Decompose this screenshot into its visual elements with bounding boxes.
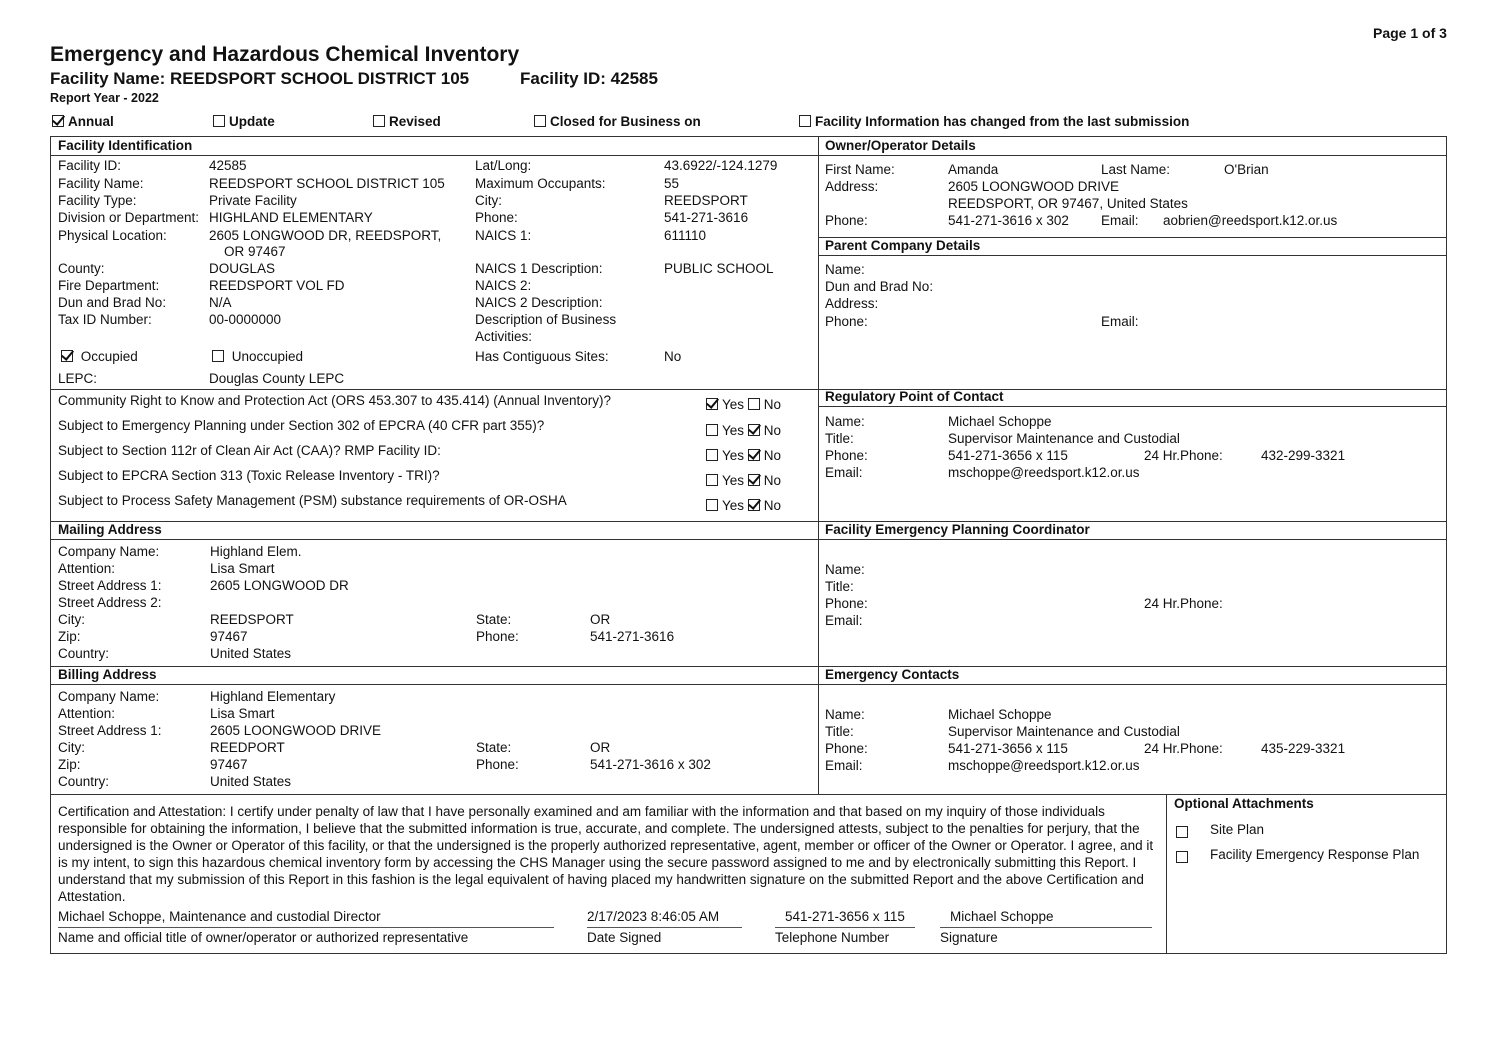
signer-name-title: Michael Schoppe, Maintenance and custodial Director: [58, 909, 381, 924]
question-text: Subject to Section 112r of Clean Air Act (CAA)? RMP Facility ID:: [58, 443, 441, 458]
unoccupied-checkbox[interactable]: [212, 350, 224, 362]
question-answer[interactable]: [706, 423, 781, 438]
underline: [940, 927, 1152, 928]
dun-value: N/A: [209, 295, 232, 310]
naics1-desc-value: PUBLIC SCHOOL: [664, 261, 774, 276]
owner-operator-header: Owner/Operator Details: [825, 138, 976, 153]
no-label: No: [763, 397, 782, 412]
annual-checkbox[interactable]: [52, 115, 64, 127]
label: Email:: [1101, 314, 1139, 329]
info-changed-checkbox[interactable]: [799, 115, 811, 127]
company-value: Highland Elem.: [210, 544, 302, 559]
certification-text: Certification and Attestation: I certify under penalty of law that I have personally examined and am familiar with the information and that based on my inquiry of those individuals responsible for obtaining the information, I believe that the submitted information is true, accurate, and complete. The undersigned attests, subject to the penalties for perjury, that the undersigned is the Owner or Operator of this facility, or that the undersigned is the properly authorized representative, agent, member or officer of the Owner or Operator. I agree, and it is my intent, to sign this hazardous chemical inventory form by accessing the CHS Manager using the secure password assigned to me and by electronically submitting this Report. I understand that my submission of this Report in this fashion is the legal equivalent of having placed my handwritten signature on the submitted Report and the above Certification and Attestation.: [58, 804, 1154, 904]
label: City:: [58, 612, 85, 627]
naics1-value: 611110: [664, 228, 707, 243]
label: LEPC:: [58, 371, 98, 386]
site-plan-label: Site Plan: [1210, 822, 1265, 837]
label: State:: [476, 612, 512, 627]
info-changed-option[interactable]: [799, 114, 1189, 129]
street1-value: 2605 LOONGWOOD DRIVE: [210, 723, 382, 738]
label: Phone:: [825, 741, 868, 756]
optional-attachments-header: Optional Attachments: [1174, 796, 1314, 811]
latlong-value: 43.6922/-124.1279: [664, 158, 778, 173]
billing-address-header: Billing Address: [58, 667, 157, 682]
column-divider: [818, 136, 819, 794]
facility-id-heading: Facility ID: 42585: [520, 69, 658, 88]
label: Phone:: [825, 314, 868, 329]
yes-checkbox[interactable]: [706, 398, 718, 410]
label: Email:: [825, 465, 863, 480]
label: Physical Location:: [58, 228, 167, 243]
label: Email:: [1101, 213, 1139, 228]
label: Phone:: [825, 448, 868, 463]
label: Country:: [58, 646, 110, 661]
divider: [50, 155, 1447, 156]
label: Title:: [825, 724, 854, 739]
attention-value: Lisa Smart: [210, 561, 275, 576]
title-value: Supervisor Maintenance and Custodial: [948, 724, 1180, 739]
email-value: aobrien@reedsport.k12.or.us: [1163, 213, 1338, 228]
yes-label: Yes: [722, 448, 745, 463]
question-answer[interactable]: [706, 397, 781, 412]
country-value: United States: [210, 646, 292, 661]
state-value: OR: [590, 740, 611, 755]
division-value: HIGHLAND ELEMENTARY: [209, 210, 373, 225]
question-text: Subject to Emergency Planning under Section 302 of EPCRA (40 CFR part 355)?: [58, 418, 545, 433]
physical-location-value: 2605 LONGWOOD DR, REEDSPORT,: [209, 228, 442, 243]
label: Phone:: [825, 213, 868, 228]
annual-label: Annual: [68, 114, 114, 129]
label: Activities:: [475, 329, 533, 344]
label: 24 Hr.Phone:: [1144, 741, 1223, 756]
label: Lat/Long:: [475, 158, 532, 173]
response-plan-checkbox[interactable]: [1176, 850, 1192, 865]
label: Name:: [825, 414, 865, 429]
date-signed-value: 2/17/2023 8:46:05 AM: [587, 909, 720, 924]
label: City:: [475, 193, 502, 208]
city-value: REEDSPORT: [664, 193, 748, 208]
underline: [775, 927, 915, 928]
label: Dun and Brad No:: [825, 279, 934, 294]
no-label: No: [763, 473, 782, 488]
update-label: Update: [229, 114, 275, 129]
occupied-option[interactable]: [61, 349, 138, 364]
occupied-label: Occupied: [80, 349, 138, 364]
label: Email:: [825, 613, 863, 628]
contiguous-value: No: [664, 349, 682, 364]
revised-checkbox[interactable]: [373, 115, 385, 127]
email-value: mschoppe@reedsport.k12.or.us: [948, 758, 1140, 773]
update-checkbox[interactable]: [213, 115, 225, 127]
label: Facility Type:: [58, 193, 137, 208]
yes-checkbox[interactable]: [706, 474, 718, 486]
label: First Name:: [825, 162, 895, 177]
yes-label: Yes: [722, 473, 745, 488]
yes-checkbox[interactable]: [706, 449, 718, 461]
no-checkbox[interactable]: [748, 449, 760, 461]
label: Title:: [825, 579, 854, 594]
name-value: Michael Schoppe: [948, 414, 1052, 429]
label: Attention:: [58, 561, 116, 576]
label: Division or Department:: [58, 210, 200, 225]
facility-name-value: REEDSPORT SCHOOL DISTRICT 105: [209, 176, 445, 191]
address-value-line2: REEDSPORT, OR 97467, United States: [948, 196, 1188, 211]
yes-label: Yes: [722, 397, 745, 412]
no-checkbox[interactable]: [748, 424, 760, 436]
phone-value: 541-271-3656 x 115: [948, 741, 1068, 756]
label: Has Contiguous Sites:: [475, 349, 609, 364]
hr24-value: 432-299-3321: [1261, 448, 1346, 463]
facility-name-heading: Facility Name: REEDSPORT SCHOOL DISTRICT 105: [50, 69, 470, 88]
zip-value: 97467: [210, 629, 248, 644]
signature-value: Michael Schoppe: [950, 909, 1054, 924]
date-caption: Date Signed: [587, 930, 662, 945]
label: Name:: [825, 562, 865, 577]
state-value: OR: [590, 612, 611, 627]
zip-value: 97467: [210, 757, 248, 772]
hr24-value: 435-229-3321: [1261, 741, 1346, 756]
label: Name:: [825, 262, 865, 277]
city-value: REEDSPORT: [210, 612, 294, 627]
underline: [58, 927, 554, 928]
question-answer[interactable]: [706, 448, 781, 463]
label: County:: [58, 261, 105, 276]
telephone-value: 541-271-3656 x 115: [785, 909, 905, 924]
email-value: mschoppe@reedsport.k12.or.us: [948, 465, 1140, 480]
label: Zip:: [58, 629, 81, 644]
closed-checkbox[interactable]: [534, 115, 546, 127]
label: 24 Hr.Phone:: [1144, 596, 1223, 611]
label: Last Name:: [1101, 162, 1171, 177]
label: Tax ID Number:: [58, 312, 152, 327]
parent-company-header: Parent Company Details: [825, 238, 981, 253]
mailing-address-header: Mailing Address: [58, 522, 162, 537]
label: City:: [58, 740, 85, 755]
label: Company Name:: [58, 689, 160, 704]
no-checkbox[interactable]: [748, 474, 760, 486]
label: Dun and Brad No:: [58, 295, 167, 310]
label: State:: [476, 740, 512, 755]
facility-id-value: 42585: [209, 158, 247, 173]
occupied-checkbox[interactable]: [61, 350, 73, 362]
label: Name:: [825, 707, 865, 722]
info-changed-label: Facility Information has changed from the last submission: [815, 114, 1190, 129]
max-occupants-value: 55: [664, 176, 680, 191]
physical-location-value-line2: OR 97467: [224, 244, 286, 259]
attachments-divider: [1166, 794, 1167, 954]
yes-label: Yes: [722, 423, 745, 438]
closed-option[interactable]: [534, 114, 701, 129]
last-name-value: O'Brian: [1224, 162, 1269, 177]
label: Attention:: [58, 706, 116, 721]
divider: [50, 389, 1447, 390]
label: NAICS 1 Description:: [475, 261, 603, 276]
label: Phone:: [825, 596, 868, 611]
first-name-value: Amanda: [948, 162, 999, 177]
phone-value: 541-271-3616 x 302: [590, 757, 711, 772]
question-answer[interactable]: [706, 498, 781, 513]
street1-value: 2605 LONGWOOD DR: [210, 578, 349, 593]
label: Title:: [825, 431, 854, 446]
facility-identification-header: Facility Identification: [58, 138, 193, 153]
divider: [50, 521, 1447, 522]
label: Zip:: [58, 757, 81, 772]
city-value: REEDPORT: [210, 740, 285, 755]
divider: [50, 539, 1447, 540]
page-number: Page 1 of 3: [1373, 25, 1447, 41]
label: Street Address 1:: [58, 578, 162, 593]
label: Maximum Occupants:: [475, 176, 606, 191]
label: Company Name:: [58, 544, 160, 559]
label: Phone:: [476, 629, 519, 644]
label: 24 Hr.Phone:: [1144, 448, 1223, 463]
label: Facility Name:: [58, 176, 144, 191]
title-value: Supervisor Maintenance and Custodial: [948, 431, 1180, 446]
question-text: Subject to Process Safety Management (PSM) substance requirements of OR-OSHA: [58, 493, 567, 508]
update-option[interactable]: [213, 114, 275, 129]
attention-value: Lisa Smart: [210, 706, 275, 721]
address-value: 2605 LOONGWOOD DRIVE: [948, 179, 1120, 194]
phone-caption: Telephone Number: [775, 930, 890, 945]
country-value: United States: [210, 774, 292, 789]
no-checkbox[interactable]: [748, 499, 760, 511]
label: Street Address 1:: [58, 723, 162, 738]
yes-checkbox[interactable]: [706, 424, 718, 436]
lepc-value: Douglas County LEPC: [209, 371, 345, 386]
no-label: No: [763, 423, 782, 438]
question-text: Subject to EPCRA Section 313 (Toxic Release Inventory - TRI)?: [58, 468, 440, 483]
label: Country:: [58, 774, 110, 789]
question-answer[interactable]: [706, 473, 781, 488]
label: Fire Department:: [58, 278, 160, 293]
divider: [50, 794, 1447, 795]
divider: [50, 684, 1447, 685]
report-year: Report Year - 2022: [50, 91, 159, 105]
label: NAICS 1:: [475, 228, 532, 243]
label: Street Address 2:: [58, 595, 162, 610]
label: Description of Business: [475, 312, 617, 327]
planning-coordinator-header: Facility Emergency Planning Coordinator: [825, 522, 1090, 537]
response-plan-label: Facility Emergency Response Plan: [1210, 847, 1420, 862]
no-checkbox[interactable]: [748, 398, 760, 410]
unoccupied-label: Unoccupied: [231, 349, 304, 364]
phone-value: 541-271-3616: [664, 210, 749, 225]
label: Phone:: [475, 210, 518, 225]
underline: [587, 927, 742, 928]
revised-option[interactable]: [373, 114, 441, 129]
annual-option[interactable]: [52, 114, 114, 129]
divider: [818, 255, 1447, 256]
regulatory-contact-header: Regulatory Point of Contact: [825, 389, 1004, 404]
company-value: Highland Elementary: [210, 689, 336, 704]
phone-value: 541-271-3616 x 302: [948, 213, 1069, 228]
unoccupied-option[interactable]: [212, 349, 303, 364]
emergency-contacts-header: Emergency Contacts: [825, 667, 960, 682]
question-text: Community Right to Know and Protection Act (ORS 453.307 to 435.414) (Annual Inventory)?: [58, 393, 612, 408]
divider: [818, 406, 1447, 407]
revised-label: Revised: [389, 114, 441, 129]
page-title: Emergency and Hazardous Chemical Inventory: [50, 43, 520, 66]
phone-value: 541-271-3616: [590, 629, 675, 644]
phone-value: 541-271-3656 x 115: [948, 448, 1068, 463]
label: NAICS 2 Description:: [475, 295, 603, 310]
name-caption: Name and official title of owner/operator or authorized representative: [58, 930, 469, 945]
closed-label: Closed for Business on: [550, 114, 701, 129]
no-label: No: [763, 498, 782, 513]
label: Facility ID:: [58, 158, 122, 173]
site-plan-checkbox[interactable]: [1176, 825, 1192, 840]
fire-department-value: REEDSPORT VOL FD: [209, 278, 345, 293]
divider: [50, 666, 1447, 667]
yes-label: Yes: [722, 498, 745, 513]
label: Address:: [825, 179, 879, 194]
label: NAICS 2:: [475, 278, 532, 293]
name-value: Michael Schoppe: [948, 707, 1052, 722]
tax-id-value: 00-0000000: [209, 312, 282, 327]
no-label: No: [763, 448, 782, 463]
facility-type-value: Private Facility: [209, 193, 297, 208]
signature-caption: Signature: [940, 930, 998, 945]
yes-checkbox[interactable]: [706, 499, 718, 511]
county-value: DOUGLAS: [209, 261, 276, 276]
label: Email:: [825, 758, 863, 773]
label: Address:: [825, 296, 879, 311]
label: Phone:: [476, 757, 519, 772]
